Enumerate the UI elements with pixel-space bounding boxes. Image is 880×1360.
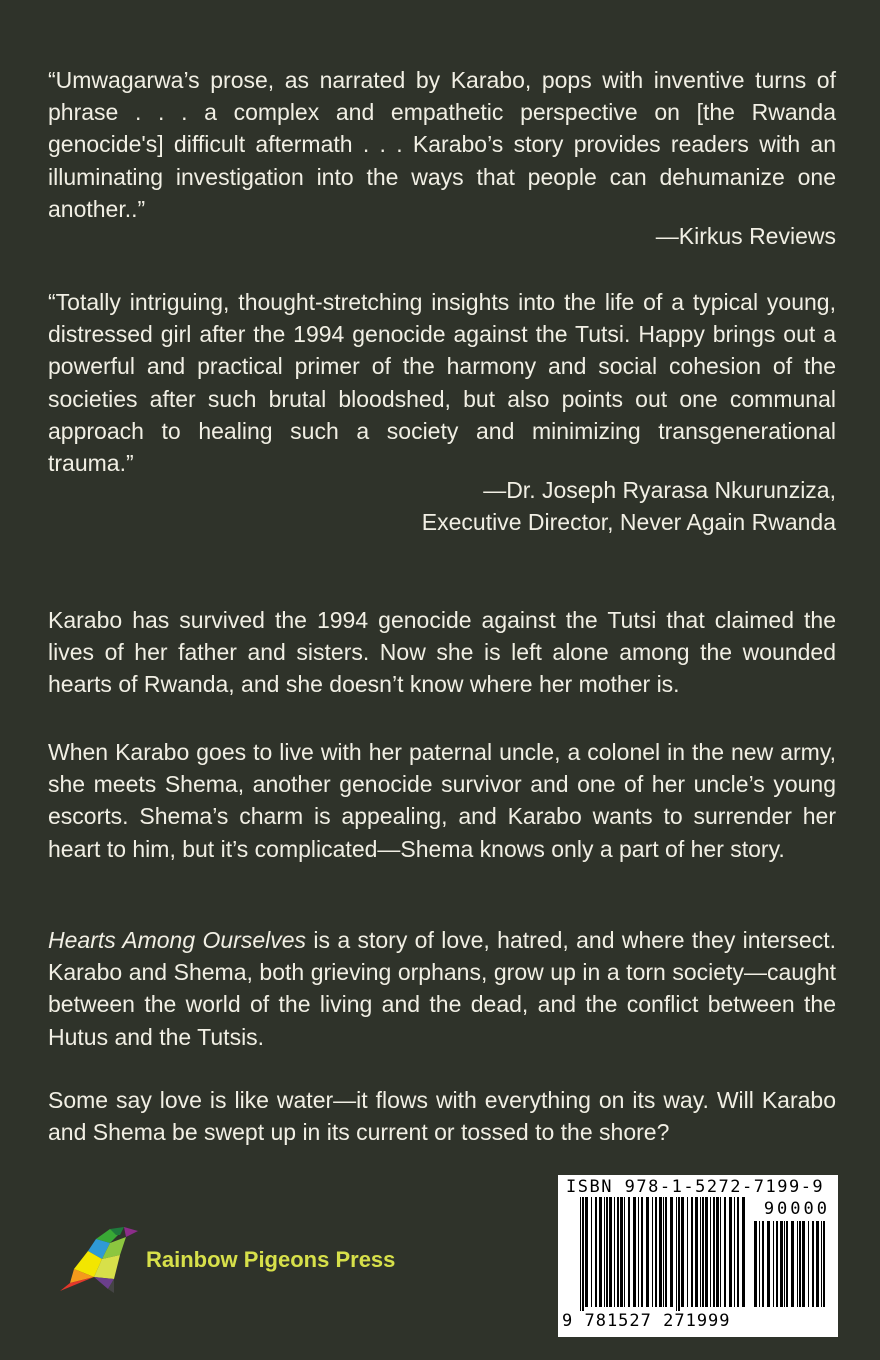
publisher-name: Rainbow Pigeons Press — [146, 1247, 396, 1272]
description-paragraph-1: Karabo has survived the 1994 genocide against the Tutsi that claimed the lives of her father and sisters. Now she is left alone among the wounded hearts of Rwanda, and she doesn’t know where her mother is. — [48, 607, 836, 698]
book-title: Hearts Among Ourselves — [48, 927, 307, 953]
description-paragraph-3-text: is a story of love, hatred, and where they intersect. Karabo and Shema, both grieving orphans, grow up in a torn society—caught between the world of the living and the dead, and the conflict between the Hutus and the Tutsis. — [48, 927, 836, 1050]
review-attribution-nkurunziza — [422, 474, 836, 538]
attribution-line: —Kirkus Reviews — [655, 223, 836, 249]
review-quote-nkurunziza: “Totally intriguing, thought-stretching insights into the life of a typical young, distressed girl after the 1994 genocide against the Tutsi. Happy brings out a powerful and practical primer of the harmony and social cohesion of the societies after such brutal bloodshed, but also points out one communal approach to healing such a society and minimizing transgenerational trauma.” — [48, 289, 836, 477]
review-attribution-kirkus — [656, 220, 836, 252]
isbn-label: ISBN 978-1-5272-7199-9 — [566, 1177, 825, 1197]
description-paragraph-3 — [48, 924, 836, 1053]
price-code: 90000 — [763, 1199, 830, 1219]
barcode-number: 9 781527 271999 — [562, 1311, 731, 1331]
barcode-bars — [580, 1197, 750, 1317]
barcode-addon-bars — [754, 1221, 830, 1317]
pigeon-logo-icon — [50, 1225, 146, 1295]
attribution-title: Executive Director, Never Again Rwanda — [421, 509, 836, 536]
review-quote-kirkus: “Umwagarwa’s prose, as narrated by Karabo, pops with inventive turns of phrase . . . a complex and empathetic perspective on [the Rwanda genocide's] difficult aftermath . . . Karabo’s story provides readers with an illuminating investigation into the ways that people can dehumanize one another..” — [48, 67, 836, 222]
attribution-name: —Dr. Joseph Ryarasa Nkurunziza, — [483, 477, 836, 503]
publisher-logo — [50, 1225, 410, 1295]
description-paragraph-4: Some say love is like water—it flows with everything on its way. Will Karabo and Shema be swept up in its current or tossed to the shore? — [48, 1087, 836, 1146]
description-paragraph-2: When Karabo goes to live with her paternal uncle, a colonel in the new army, she meets Shema, another genocide survivor and one of her uncle’s young escorts. Shema’s charm is appealing, and Karabo wants to surrender her heart to him, but it’s complicated—Shema knows only a part of her story. — [48, 739, 836, 862]
isbn-barcode — [558, 1175, 838, 1337]
